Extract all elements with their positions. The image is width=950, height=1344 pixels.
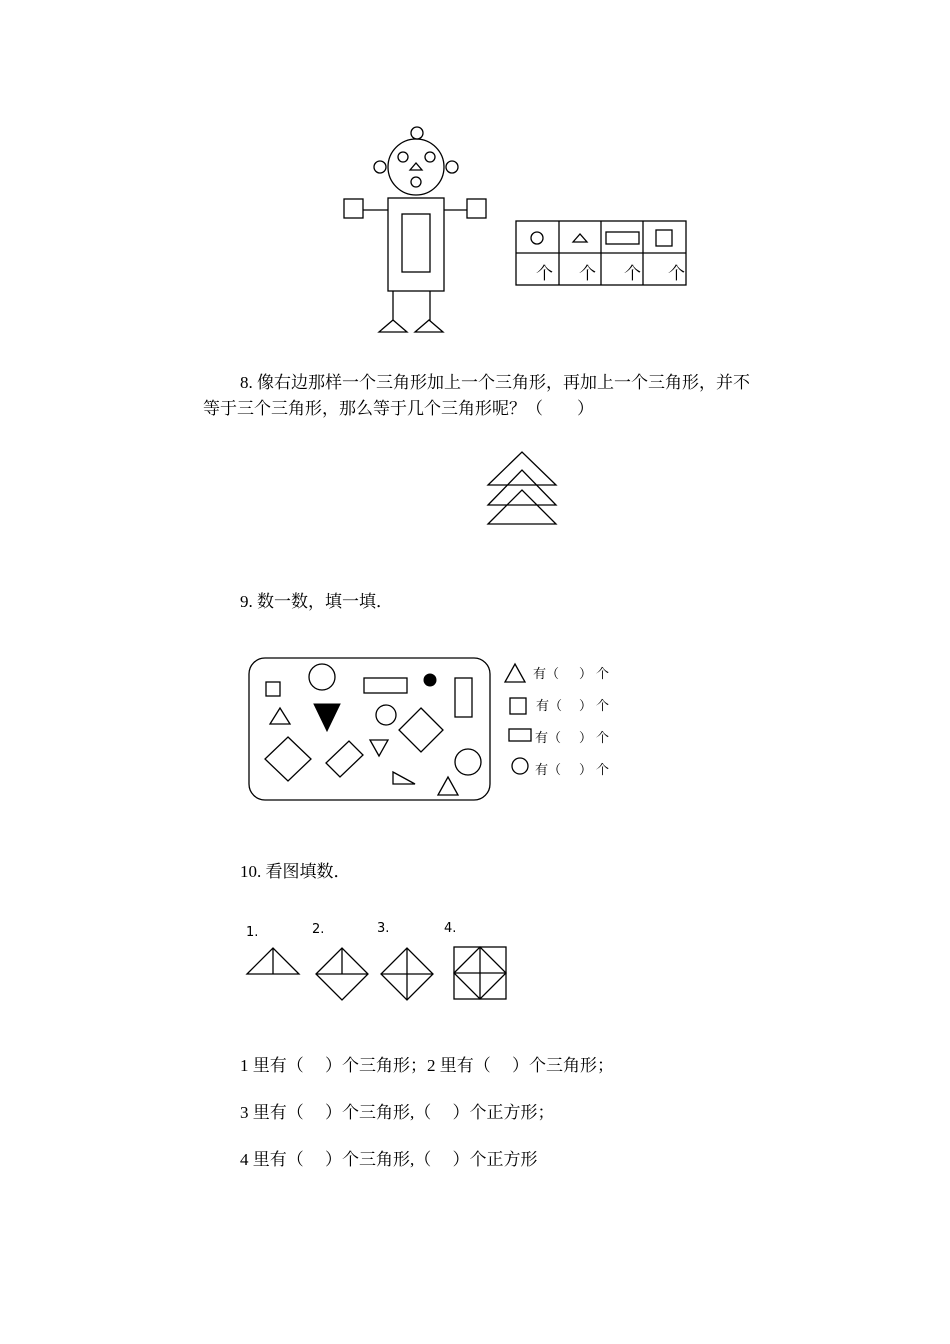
q9-row3-close: ） bbox=[579, 731, 593, 746]
q9-row2-unit: 个 bbox=[596, 699, 610, 714]
table-unit-1: 个 bbox=[536, 264, 553, 283]
q10-line1: 1 里有（ ）个三角形；2 里有（ ）个三角形； bbox=[240, 1056, 614, 1075]
q9-row1-have: 有（ bbox=[533, 667, 560, 682]
table-unit-4: 个 bbox=[668, 264, 685, 283]
q10-line3: 4 里有（ ）个三角形,（ ）个正方形 bbox=[240, 1150, 538, 1169]
q9-row4-unit: 个 bbox=[596, 763, 610, 778]
q9-title: 9. 数一数，填一填． bbox=[240, 592, 393, 611]
q9-row3-have: 有（ bbox=[535, 731, 562, 746]
q9-row3-unit: 个 bbox=[596, 731, 610, 746]
figure-label-2: 2. bbox=[312, 922, 325, 937]
q9-row1-close: ） bbox=[579, 667, 593, 682]
q8-line2: 等于三个三角形，那么等于几个三角形呢？（ ） bbox=[203, 399, 594, 418]
q9-row1-unit: 个 bbox=[596, 667, 610, 682]
figure-label-1: 1. bbox=[246, 925, 259, 940]
q8-line1: 8. 像右边那样一个三角形加上一个三角形，再加上一个三角形，并不 bbox=[240, 373, 750, 392]
q9-row4-close: ） bbox=[579, 763, 593, 778]
table-unit-3: 个 bbox=[624, 264, 641, 283]
q9-row4-have: 有（ bbox=[535, 763, 562, 778]
q10-line2: 3 里有（ ）个三角形,（ ）个正方形； bbox=[240, 1103, 555, 1122]
table-unit-2: 个 bbox=[579, 264, 596, 283]
q9-row2-close: ） bbox=[579, 699, 593, 714]
q10-title: 10. 看图填数． bbox=[240, 862, 351, 881]
figure-label-3: 3. bbox=[377, 921, 390, 936]
figure-label-4: 4. bbox=[444, 921, 457, 936]
q9-row2-have: 有（ bbox=[536, 699, 563, 714]
